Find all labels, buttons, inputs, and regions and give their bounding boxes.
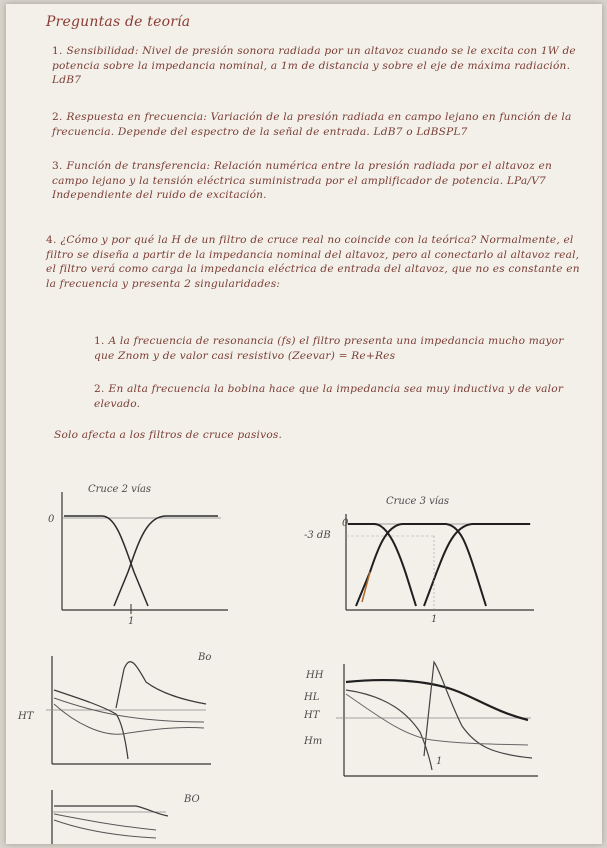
- curve-label: HT: [18, 711, 34, 722]
- question-text: ¿Cómo y por qué la H de un filtro de cruce real no coincide con la teórica? Normalmente, el filtro se diseña a partir de la impedancia nominal del altavoz, pero al conectarlo al altavoz real, el filtro verá como carga la impedancia eléctrica de entrada del altavoz, que no es constante en la frecuencia y presenta 2 singularidades:: [46, 234, 580, 290]
- sub-item-number: 1.: [94, 335, 105, 347]
- question-number: 4.: [46, 234, 57, 246]
- question-2: [52, 110, 577, 139]
- curve-label: HT: [304, 710, 320, 721]
- curve-label: HH: [306, 670, 324, 681]
- graph-response-left: [17, 652, 211, 764]
- question-number: 1.: [52, 45, 63, 57]
- question-text: Sensibilidad: Nivel de presión sonora radiada por un altavoz cuando se le excita con 1W de potencia sobre la impedancia nominal, a 1m de distancia y sobre el eje de máxima radiación. LdB7: [52, 45, 576, 86]
- sub-item-2: [94, 382, 564, 411]
- tick-label: 1: [436, 756, 443, 767]
- tick-label: 1: [128, 616, 135, 627]
- curve-label: Hm: [304, 736, 323, 747]
- zero-label: 0: [342, 518, 349, 529]
- question-text: Respuesta en frecuencia: Variación de la presión radiada en campo lejano en función de la frecuencia. Depende del espectro de la señal de entrada. LdB7 o LdBSPL7: [52, 111, 572, 138]
- db-label: -3 dB: [304, 530, 331, 541]
- closing-note: Solo afecta a los filtros de cruce pasivos.: [54, 429, 283, 441]
- page-title: Preguntas de teoría: [46, 14, 191, 30]
- question-3: [52, 159, 582, 203]
- high-band-curve: [424, 524, 530, 606]
- graph-crossover-2-way: [48, 484, 228, 627]
- graph-title: Cruce 2 vías: [88, 484, 152, 495]
- graph-crossover-3-way: [304, 496, 534, 625]
- curve-label: Bo: [198, 652, 212, 663]
- ht-curve: [346, 694, 528, 745]
- sub-item-text: En alta frecuencia la bobina hace que la impedancia sea muy inductiva y de valor elevado.: [94, 383, 564, 410]
- response-curve: [116, 662, 206, 708]
- graph-response-right: [303, 662, 538, 776]
- tick-label: 1: [431, 614, 438, 625]
- lowpass-curve: [64, 516, 148, 606]
- curve-label: HL: [304, 692, 320, 703]
- hh-curve: [346, 680, 528, 720]
- hl-curve: [346, 690, 432, 770]
- curve-label: BO: [184, 794, 200, 805]
- zero-label: 0: [48, 514, 55, 525]
- question-number: 2.: [52, 111, 63, 123]
- graph-title: Cruce 3 vías: [386, 496, 450, 507]
- sub-item-text: A la frecuencia de resonancia (fs) el filtro presenta una impedancia mucho mayor que Znom y de valor casi resistivo (Zeevar) = Re+Res: [94, 335, 564, 362]
- notebook-page: [6, 4, 602, 844]
- question-1: [52, 44, 582, 88]
- response-curve: [54, 690, 128, 759]
- sketch-graphs: [6, 464, 602, 844]
- sub-item-1: [94, 334, 582, 363]
- question-number: 3.: [52, 160, 63, 172]
- response-curve: [54, 704, 204, 734]
- question-text: Función de transferencia: Relación numérica entre la presión radiada por el altavoz en campo lejano y la tensión eléctrica suministrada por el amplificador de potencia. LPa/V7 Independiente del ruido de excitación.: [52, 160, 552, 201]
- sub-item-number: 2.: [94, 383, 105, 395]
- response-curve: [54, 806, 168, 816]
- question-4: [46, 233, 586, 291]
- response-curve: [54, 814, 156, 830]
- graph-bottom-partial: [52, 790, 200, 844]
